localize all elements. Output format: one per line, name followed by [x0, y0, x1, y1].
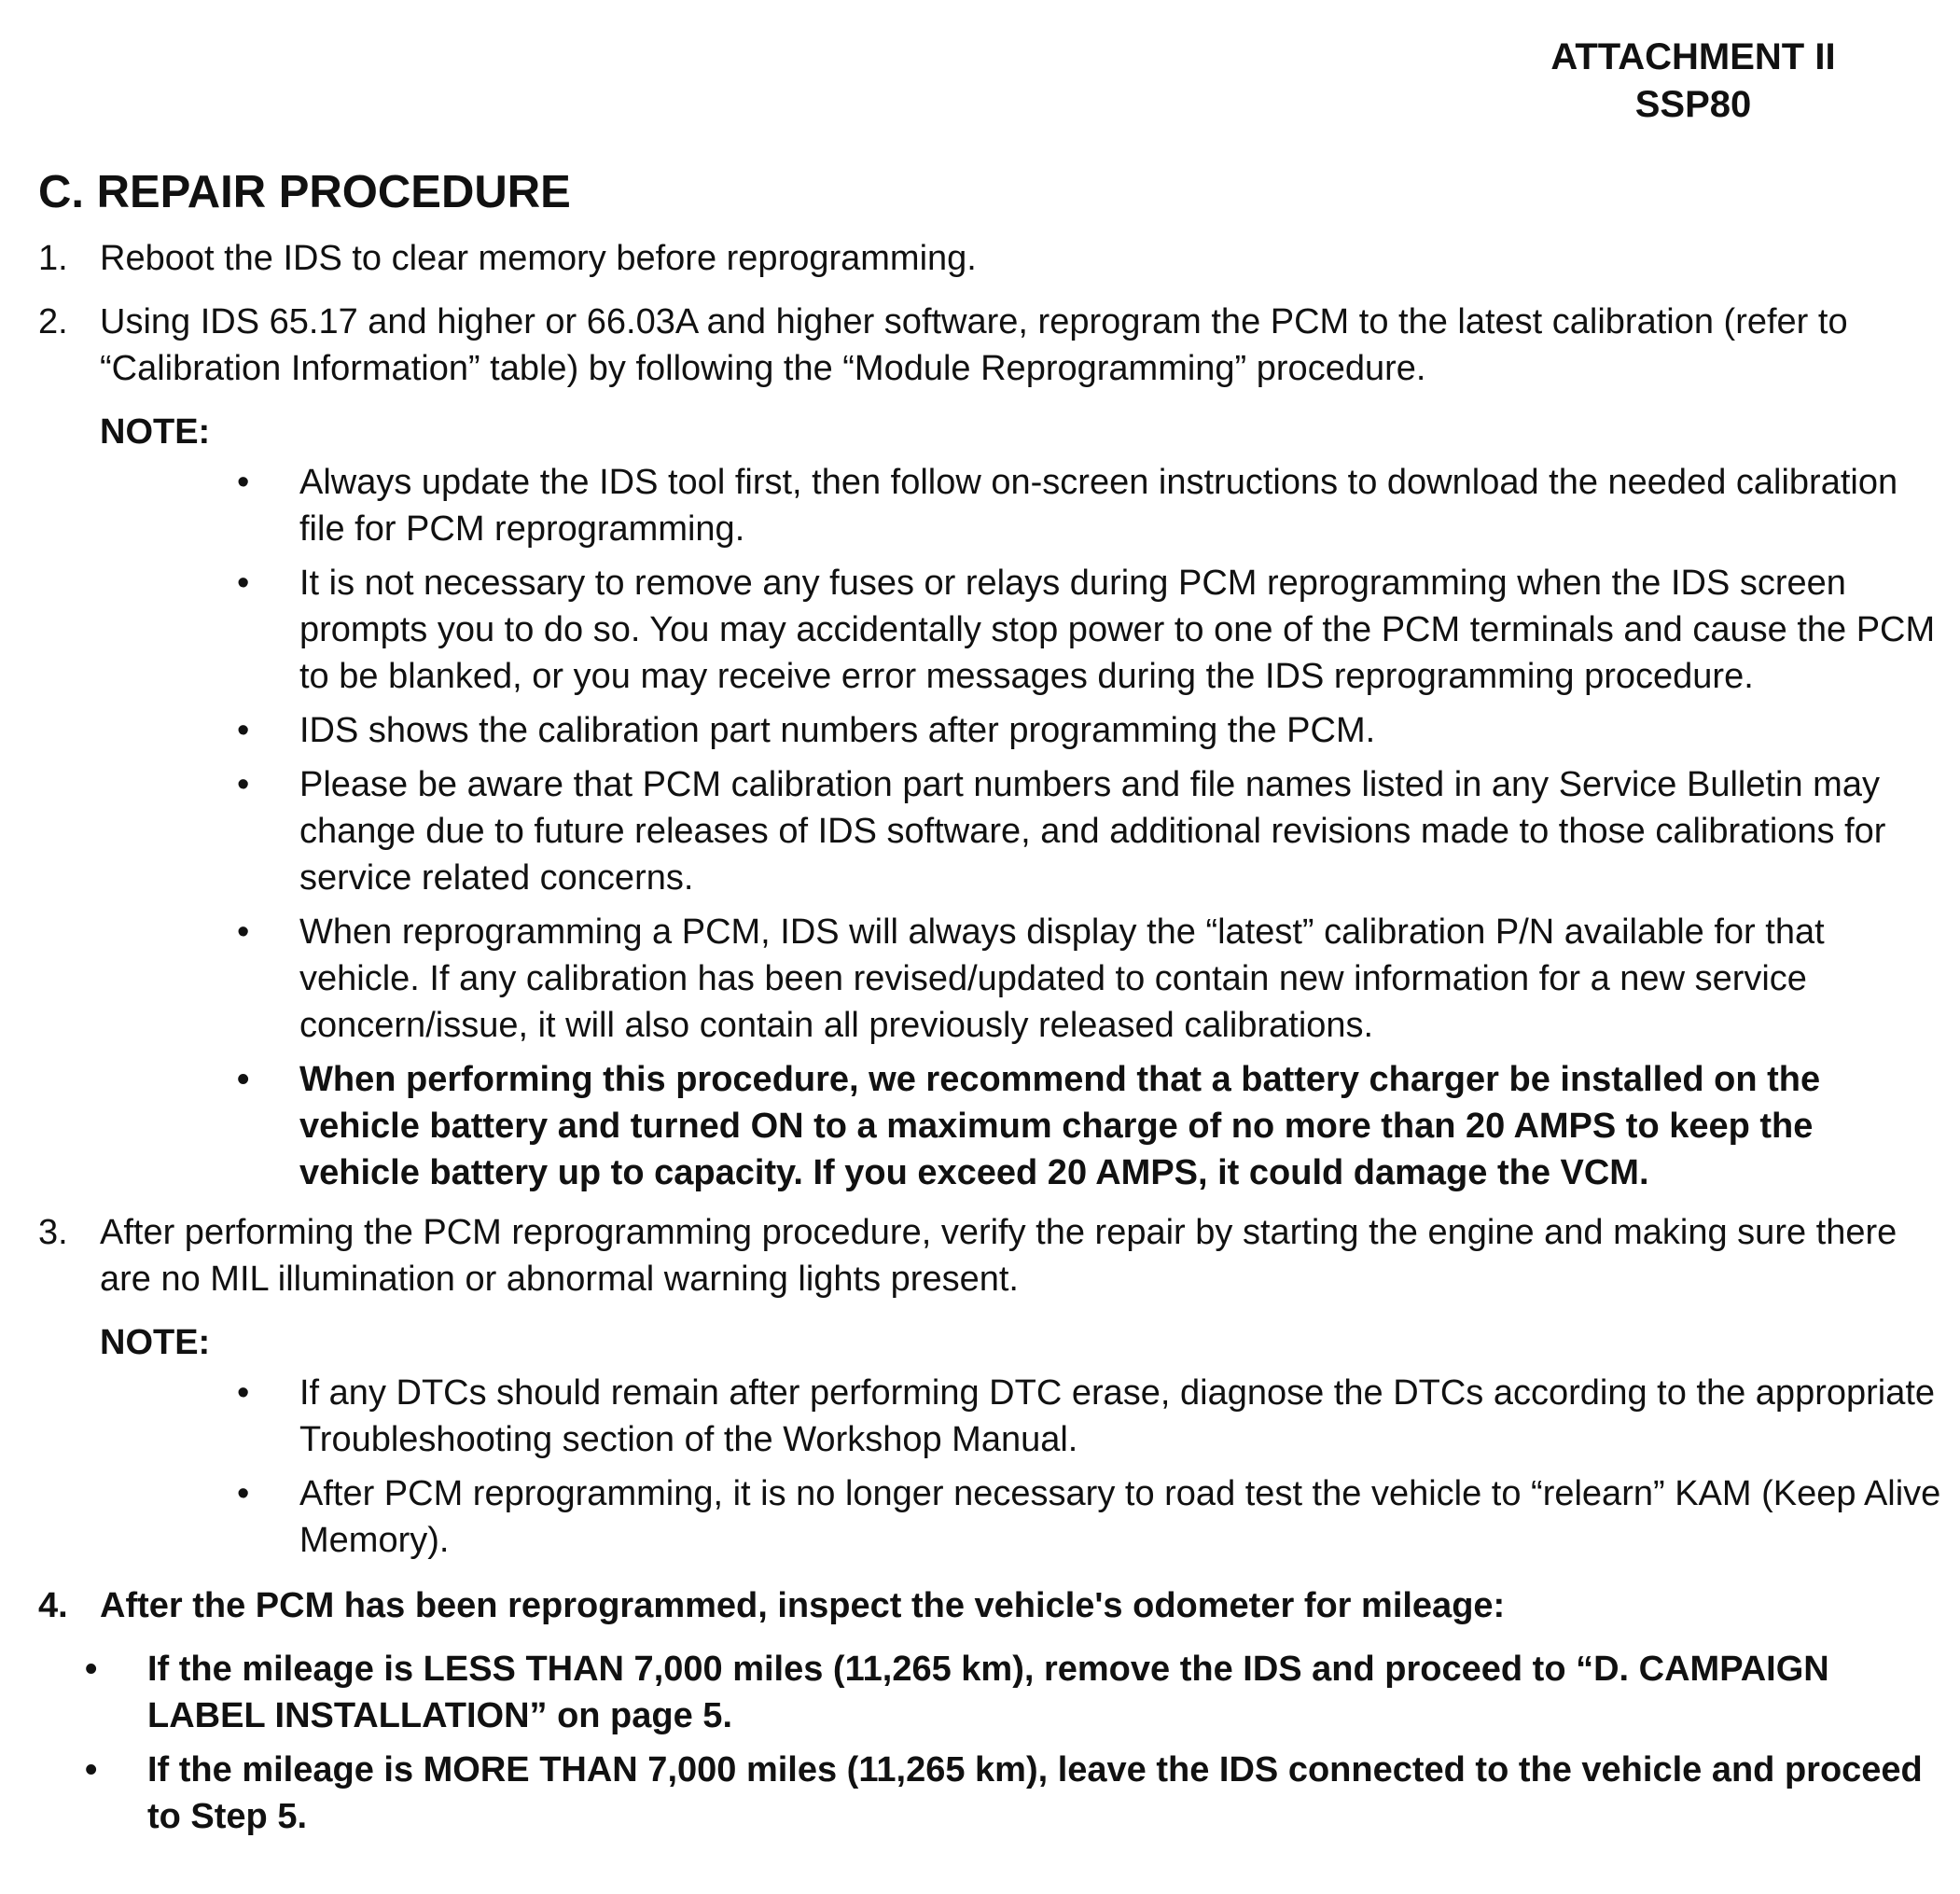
- step-number: 1.: [38, 239, 68, 278]
- note-text: When reprogramming a PCM, IDS will always display the “latest” calibration P/N available for that vehicle. If any calibration has been revised/updated to contain new information for a new service concern/issue, it will also contain all previously released calibrations.: [299, 912, 1825, 1045]
- list-item: [38, 1747, 1941, 1840]
- step-number: 4.: [38, 1586, 68, 1625]
- mileage-more-text: If the mileage is MORE THAN 7,000 miles (11,265 km), leave the IDS connected to the vehicle and proceed to Step 5.: [147, 1750, 1923, 1836]
- note-text: Please be aware that PCM calibration part numbers and file names listed in any Service Bulletin may change due to future releases of IDS software, and additional revisions made to those calibrations for service related concerns.: [299, 765, 1886, 898]
- note-list: [38, 459, 1941, 1196]
- note-text: IDS shows the calibration part numbers after programming the PCM.: [299, 711, 1376, 750]
- step-text: After the PCM has been reprogrammed, inspect the vehicle's odometer for mileage:: [100, 1586, 1506, 1625]
- list-item: [38, 1646, 1941, 1739]
- step-number: 3.: [38, 1213, 68, 1252]
- list-item: [38, 560, 1941, 700]
- bullet-icon: •: [237, 564, 250, 603]
- bullet-icon: •: [85, 1650, 98, 1689]
- note-text: After PCM reprogramming, it is no longer necessary to road test the vehicle to “relearn” KAM (Keep Alive Memory).: [299, 1474, 1941, 1560]
- bullet-icon: •: [85, 1750, 98, 1790]
- document-code: SSP80: [1634, 84, 1752, 125]
- note-text: If any DTCs should remain after performing DTC erase, diagnose the DTCs according to the appropriate Troubleshooting section of the Workshop Manual.: [299, 1373, 1936, 1459]
- bullet-icon: •: [237, 1060, 250, 1099]
- list-item: [38, 909, 1941, 1049]
- list-item: [38, 1470, 1941, 1564]
- procedure-content: [38, 235, 1941, 1847]
- bullet-icon: •: [237, 1474, 250, 1513]
- bullet-icon: •: [237, 912, 250, 952]
- list-item: [38, 761, 1941, 901]
- step-4: [38, 1582, 1941, 1629]
- bullet-icon: •: [237, 463, 250, 502]
- note-label: NOTE:: [100, 1323, 211, 1362]
- note-label: NOTE:: [100, 412, 211, 452]
- bullet-icon: •: [237, 1373, 250, 1413]
- note-text-warning: When performing this procedure, we recommend that a battery charger be installed on the vehicle battery and turned ON to a maximum charge of no more than 20 AMPS to keep the vehicle battery up to capacity. If you exceed 20 AMPS, it could damage the VCM.: [299, 1060, 1821, 1192]
- section-title: C. REPAIR PROCEDURE: [38, 167, 571, 217]
- list-item: [38, 459, 1941, 552]
- step-text: After performing the PCM reprogramming procedure, verify the repair by starting the engine and making sure there are no MIL illumination or abnormal warning lights present.: [100, 1213, 1897, 1299]
- step-2: [38, 299, 1941, 392]
- step-3: [38, 1209, 1941, 1302]
- note-text: It is not necessary to remove any fuses or relays during PCM reprogramming when the IDS screen prompts you to do so. You may accidentally stop power to one of the PCM terminals and cause the PCM to be blanked, or you may receive error messages during the IDS reprogramming procedure.: [299, 564, 1936, 696]
- step-number: 2.: [38, 302, 68, 341]
- step-text: Using IDS 65.17 and higher or 66.03A and higher software, reprogram the PCM to the latest calibration (refer to “Calibration Information” table) by following the “Module Reprogramming” procedure.: [100, 302, 1848, 388]
- note-list: [38, 1370, 1941, 1564]
- bullet-icon: •: [237, 711, 250, 750]
- mileage-list: [38, 1646, 1941, 1840]
- list-item: [38, 1370, 1941, 1463]
- list-item: [38, 707, 1941, 754]
- mileage-less-text: If the mileage is LESS THAN 7,000 miles (11,265 km), remove the IDS and proceed to “D. CAMPAIGN LABEL INSTALLATION” on page 5.: [147, 1650, 1829, 1735]
- step-1: [38, 235, 1941, 282]
- step-text: Reboot the IDS to clear memory before reprogramming.: [100, 239, 977, 278]
- attachment-label: ATTACHMENT II: [1550, 36, 1836, 77]
- note-text: Always update the IDS tool first, then follow on-screen instructions to download the needed calibration file for PCM reprogramming.: [299, 463, 1898, 549]
- attachment-header: [1493, 34, 1894, 129]
- list-item: [38, 1056, 1941, 1196]
- bullet-icon: •: [237, 765, 250, 804]
